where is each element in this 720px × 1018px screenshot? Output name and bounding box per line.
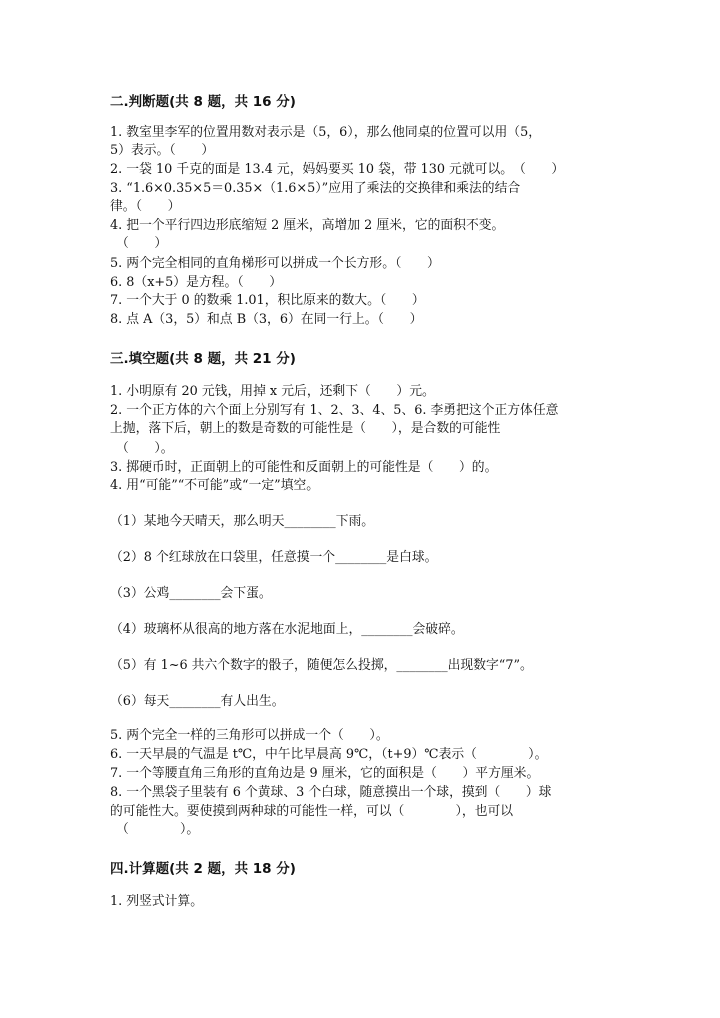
fill-blank-sub-item: （2）8 个红球放在口袋里，任意摸一个________是白球。 (110, 550, 438, 565)
fill-blank-line: （ ）。 (116, 441, 174, 456)
fill-blank-sub-item: （3）公鸡________会下蛋。 (110, 586, 272, 601)
judgment-line: 1. 教室里李军的位置用数对表示是（5，6），那么他同桌的位置可以用（5， (110, 125, 542, 140)
fill-blank-line: 上抛，落下后，朝上的数是奇数的可能性是（ ），是合数的可能性 (110, 421, 501, 436)
fill-blank-line: （ ）。 (116, 822, 200, 837)
fill-blank-sub-item: （1）某地今天晴天，那么明天________下雨。 (110, 514, 375, 529)
judgment-line: 7. 一个大于 0 的数乘 1.01，积比原来的数大。（ ） (110, 293, 425, 308)
fill-blank-line: 1. 小明原有 20 元钱，用掉 x 元后，还剩下（ ）元。 (110, 384, 435, 399)
section-heading-judgment: 二.判断题(共 8 题，共 16 分) (110, 94, 296, 110)
section-heading-calculation: 四.计算题(共 2 题，共 18 分) (110, 861, 296, 877)
judgment-line: 4. 把一个平行四边形底缩短 2 厘米，高增加 2 厘米，它的面积不变。 (110, 218, 505, 233)
judgment-line: 8. 点 A（3，5）和点 B（3，6）在同一行上。（ ） (110, 312, 423, 327)
fill-blank-line: 6. 一天早晨的气温是 t℃，中午比早晨高 9℃，（t+9）℃表示（ ）。 (110, 747, 548, 762)
judgment-line: 5）表示。（ ） (110, 143, 215, 158)
fill-blank-sub-item: （6）每天________有人出生。 (110, 694, 285, 709)
fill-blank-line: 8. 一个黑袋子里装有 6 个黄球、3 个白球，随意摸出一个球，摸到（ ）球 (110, 785, 552, 800)
fill-blank-line: 2. 一个正方体的六个面上分别写有 1、2、3、4、5、6. 李勇把这个正方体任意 (110, 403, 559, 418)
judgment-line: 律。（ ） (110, 199, 181, 214)
judgment-line: （ ） (116, 236, 168, 251)
judgment-line: 6. 8（x+5）是方程。（ ） (110, 275, 283, 290)
fill-blank-sub-item: （4）玻璃杯从很高的地方落在水泥地面上，________会破碎。 (110, 622, 464, 637)
fill-blank-sub-item: （5）有 1~6 共六个数字的骰子，随便怎么投掷，________出现数字“7”。 (110, 658, 533, 673)
fill-blank-line: 5. 两个完全一样的三角形可以拼成一个（ ）。 (110, 728, 389, 743)
fill-blank-line: 的可能性大。要使摸到两种球的可能性一样，可以（ ），也可以 (110, 804, 514, 819)
fill-blank-line: 3. 掷硬币时，正面朝上的可能性和反面朝上的可能性是（ ）的。 (110, 460, 498, 475)
judgment-line: 5. 两个完全相同的直角梯形可以拼成一个长方形。（ ） (110, 256, 440, 271)
fill-blank-line: 7. 一个等腰直角三角形的直角边是 9 厘米，它的面积是（ ）平方厘米。 (110, 766, 540, 781)
judgment-line: 3. “1.6×0.35×5＝0.35×（1.6×5）”应用了乘法的交换律和乘法的结合 (110, 181, 521, 196)
judgment-line: 2. 一袋 10 千克的面是 13.4 元，妈妈要买 10 袋，带 130 元就可以。 （ ） (110, 162, 565, 177)
section-heading-fill-blank: 三.填空题(共 8 题，共 21 分) (110, 351, 296, 367)
calculation-line: 1. 列竖式计算。 (110, 894, 204, 909)
fill-blank-line: 4. 用“可能”“不可能”或“一定”填空。 (110, 478, 320, 493)
